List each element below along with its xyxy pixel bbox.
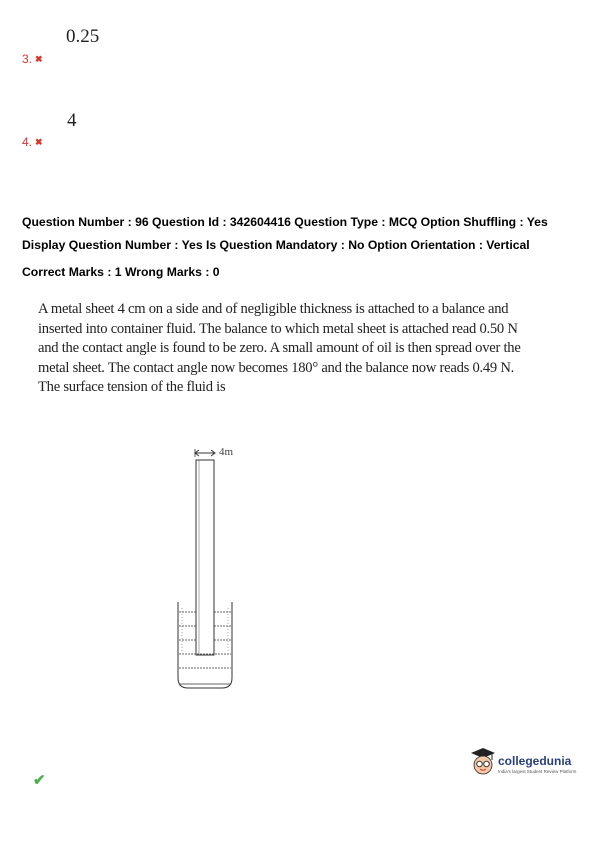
cross-icon: ✖ xyxy=(35,53,43,64)
brand-tagline: India's largest Student Review Platform xyxy=(498,769,577,774)
option-4[interactable] xyxy=(22,135,43,149)
option-4-value: 4 xyxy=(67,110,77,131)
question-meta-line-2: Display Question Number : Yes Is Question Mandatory : No Option Orientation : Vertical xyxy=(22,238,530,252)
brand-name: collegedunia xyxy=(498,754,572,768)
mascot-icon xyxy=(470,746,496,776)
brand-logo xyxy=(470,746,588,786)
question-meta-line-1: Question Number : 96 Question Id : 342604416 Question Type : MCQ Option Shuffling : Yes xyxy=(22,215,548,229)
option-3[interactable] xyxy=(22,52,43,66)
question-line: The surface tension of the fluid is xyxy=(38,379,226,396)
cross-icon: ✖ xyxy=(35,136,43,147)
check-icon: ✔ xyxy=(33,772,46,789)
question-line: metal sheet. The contact angle now becomes 180° and the balance now reads 0.49 N. xyxy=(38,359,515,376)
option-3-value: 0.25 xyxy=(66,26,100,47)
question-text xyxy=(38,300,521,398)
option-3-number: 3. xyxy=(22,52,33,66)
dimension-label: 4m xyxy=(219,446,234,458)
question-meta-line-3: Correct Marks : 1 Wrong Marks : 0 xyxy=(22,265,220,279)
metal-sheet-diagram xyxy=(170,440,250,690)
question-figure xyxy=(170,440,250,690)
question-line: A metal sheet 4 cm on a side and of negligible thickness is attached to a balance and xyxy=(38,301,509,317)
question-line: inserted into container fluid. The balance to which metal sheet is attached read 0.50 N xyxy=(38,320,518,337)
question-line: and the contact angle is found to be zero. A small amount of oil is then spread over the xyxy=(38,340,521,357)
option-4-number: 4. xyxy=(22,135,33,149)
